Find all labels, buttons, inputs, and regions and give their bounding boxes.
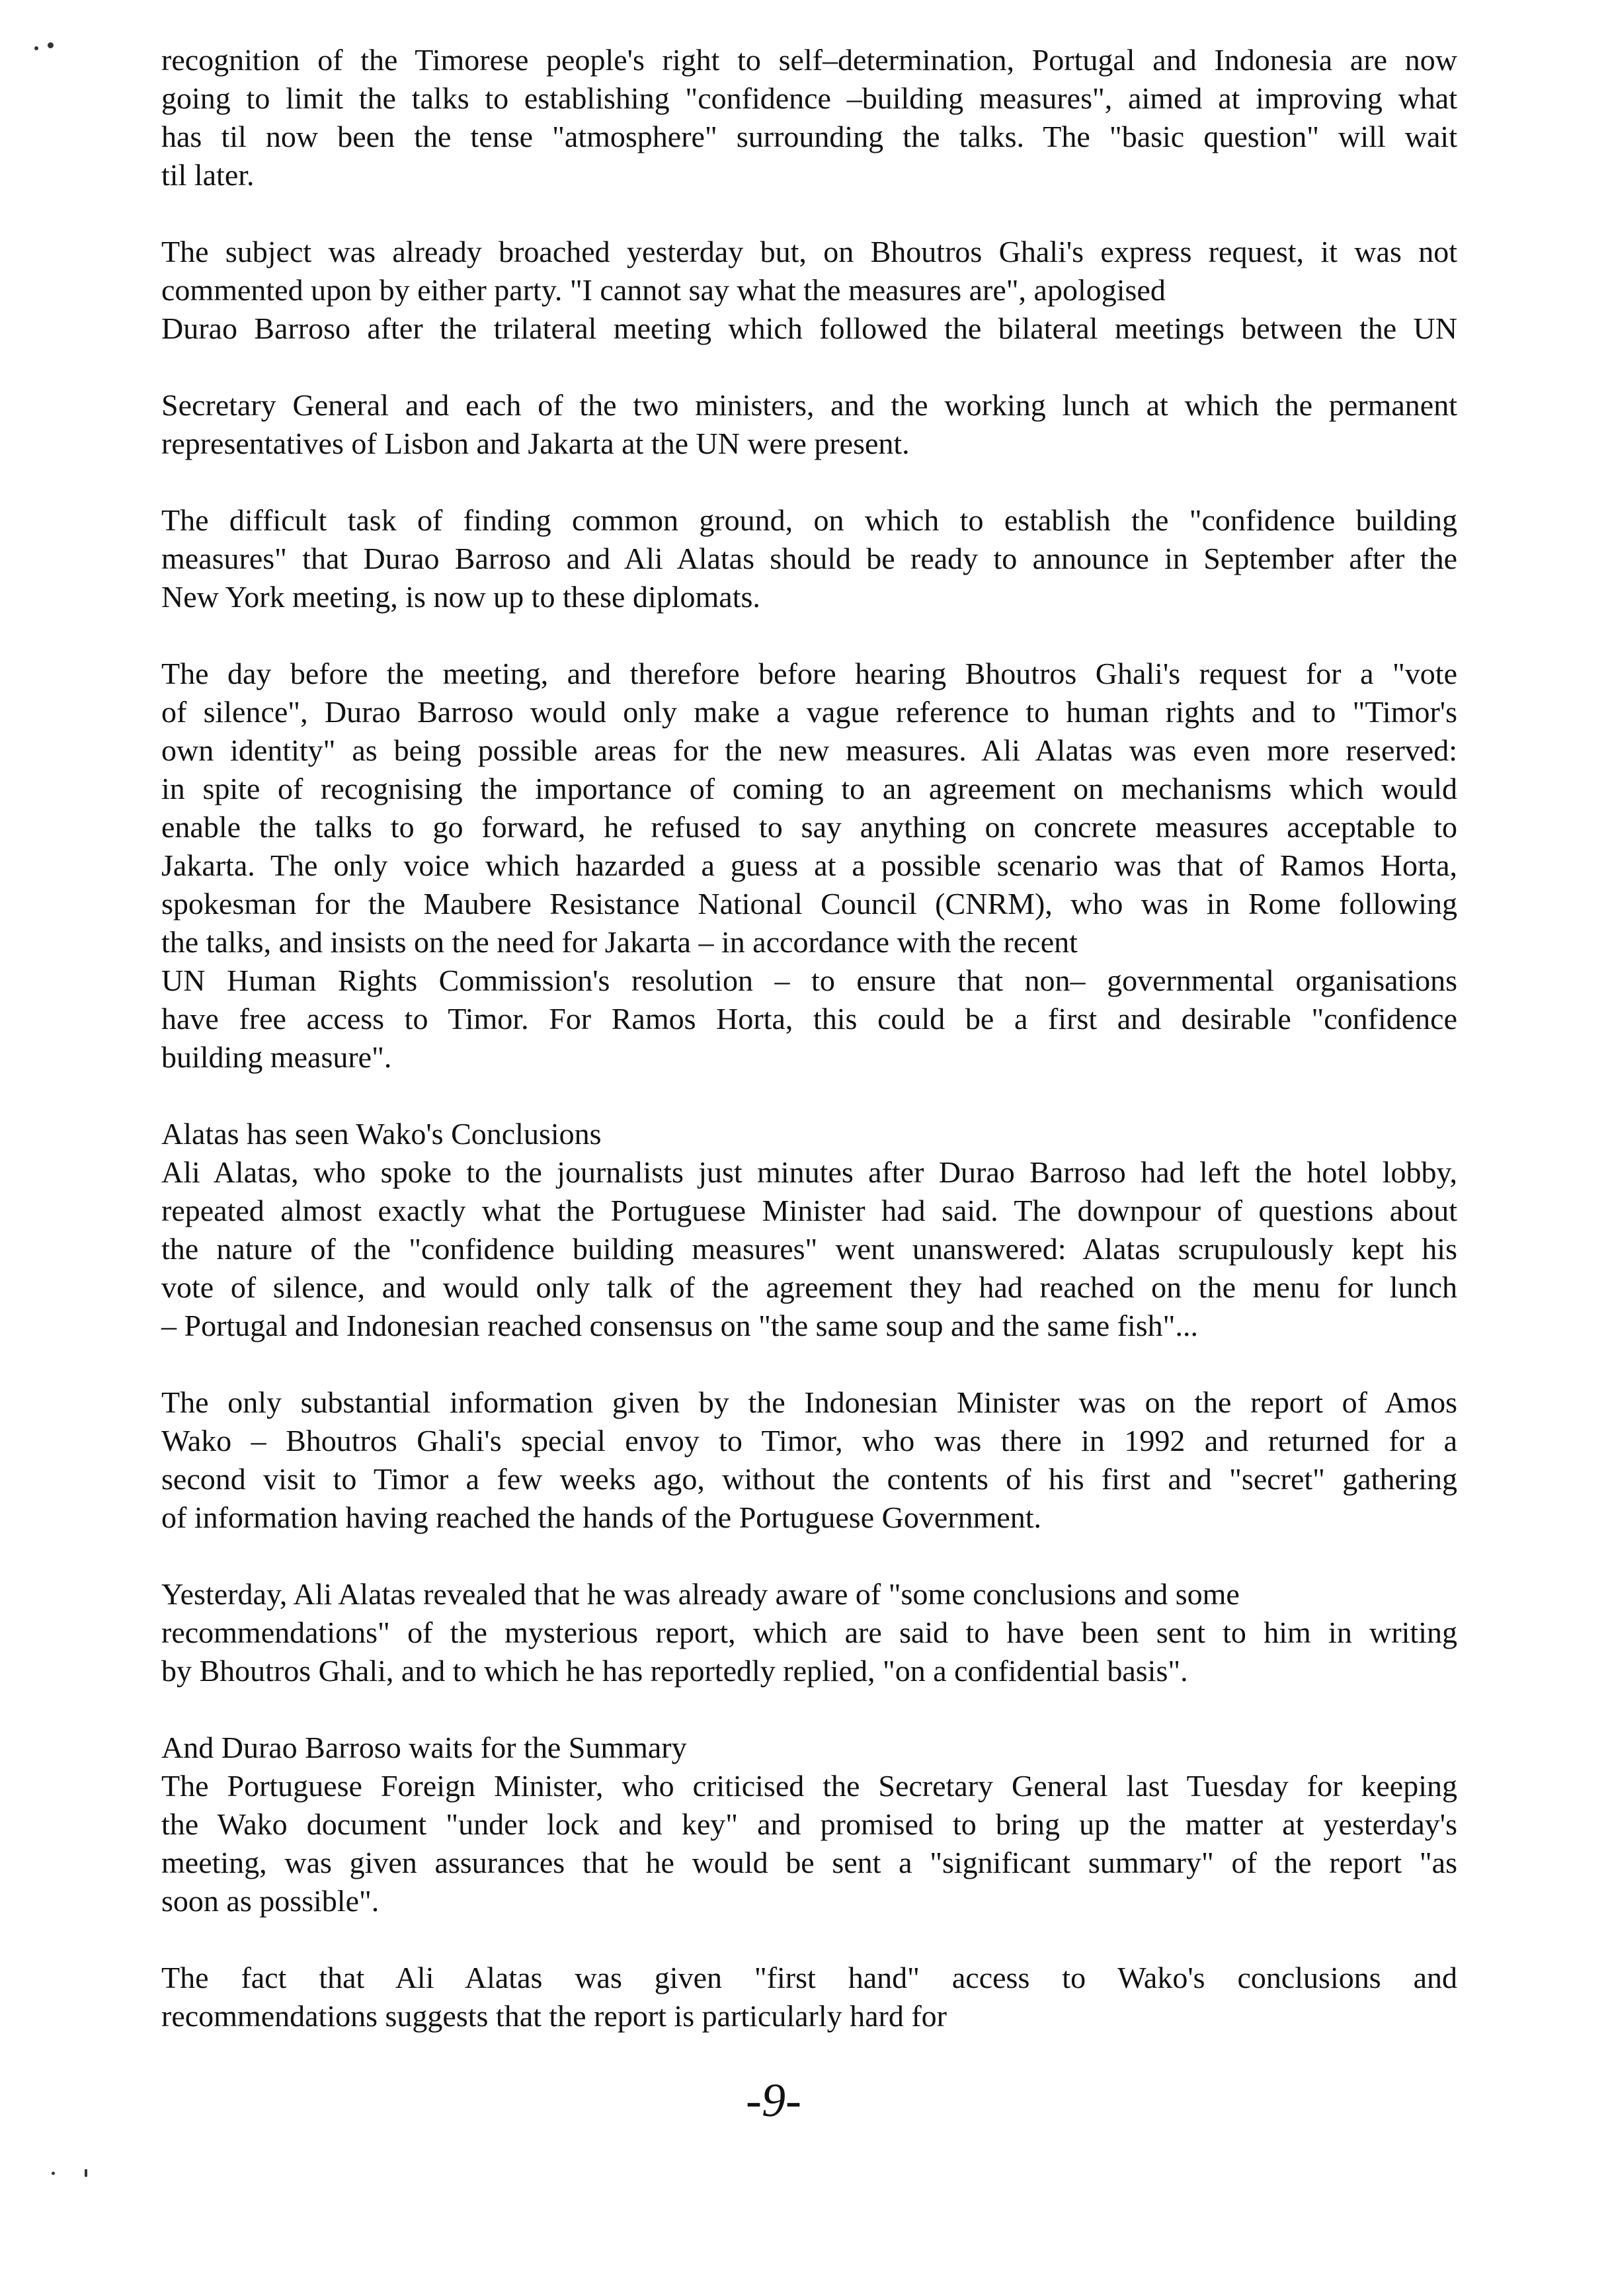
text-line: the talks, and insists on the need for Jakarta – in accordance with the recent	[161, 925, 1078, 959]
text-line: vote of silence, and would only talk of the agreement they had reached on the menu for lunch	[161, 1270, 1457, 1304]
paragraph-substantial-info	[161, 1383, 1457, 1537]
text-line: meeting, was given assurances that he would be sent a "significant summary" of the report "as	[161, 1846, 1457, 1879]
text-line: recognition of the Timorese people's right to self–determination, Portugal and Indonesia are now	[161, 43, 1457, 77]
body-text	[161, 41, 1457, 2074]
text-line: The subject was already broached yesterday but, on Bhoutros Ghali's express request, it was not	[161, 235, 1457, 268]
text-line: til later.	[161, 158, 255, 192]
text-line: The only substantial information given by the Indonesian Minister was on the report of Amos	[161, 1385, 1457, 1419]
text-line: repeated almost exactly what the Portuguese Minister had said. The downpour of questions about	[161, 1194, 1457, 1227]
paragraph-alatas-section	[161, 1115, 1457, 1345]
text-line: the Wako document "under lock and key" and promised to bring up the matter at yesterday's	[161, 1807, 1457, 1841]
text-line: Jakarta. The only voice which hazarded a guess at a possible scenario was that of Ramos Horta,	[161, 848, 1457, 882]
text-line: enable the talks to go forward, he refused to say anything on concrete measures acceptable to	[161, 810, 1457, 844]
section-heading: Alatas has seen Wako's Conclusions	[161, 1117, 602, 1151]
text-line: has til now been the tense "atmosphere" surrounding the talks. The "basic question" will wait	[161, 120, 1457, 153]
text-line: representatives of Lisbon and Jakarta at the UN were present.	[161, 427, 910, 460]
text-line: Wako – Bhoutros Ghali's special envoy to Timor, who was there in 1992 and returned for a	[161, 1424, 1457, 1457]
paragraph-common-ground	[161, 501, 1457, 616]
text-line: measures" that Durao Barroso and Ali Alatas should be ready to announce in September after the	[161, 542, 1457, 575]
text-line: building measure".	[161, 1040, 392, 1074]
text-line: recommendations" of the mysterious report, which are said to have been sent to him in writing	[161, 1616, 1457, 1649]
text-line: in spite of recognising the importance of coming to an agreement on mechanisms which would	[161, 772, 1457, 805]
paragraph-day-before	[161, 655, 1457, 1077]
text-line: The day before the meeting, and therefore before hearing Bhoutros Ghali's request for a "vote	[161, 657, 1457, 690]
scan-speck	[34, 46, 38, 50]
text-line: spokesman for the Maubere Resistance National Council (CNRM), who was in Rome following	[161, 887, 1457, 921]
scan-speck	[48, 42, 54, 48]
text-line: The fact that Ali Alatas was given "first hand" access to Wako's conclusions and	[161, 1961, 1457, 1994]
page-number: -9-	[746, 2074, 801, 2127]
text-line: of information having reached the hands of the Portuguese Government.	[161, 1500, 1042, 1534]
section-heading: And Durao Barroso waits for the Summary	[161, 1731, 687, 1764]
text-line: Durao Barroso after the trilateral meeting which followed the bilateral meetings between the UN	[161, 311, 1457, 345]
text-line: The Portuguese Foreign Minister, who criticised the Secretary General last Tuesday for keeping	[161, 1769, 1457, 1803]
text-line: UN Human Rights Commission's resolution – to ensure that non– governmental organisations	[161, 964, 1457, 997]
text-line: second visit to Timor a few weeks ago, without the contents of his first and "secret" gathering	[161, 1462, 1457, 1496]
text-line: Yesterday, Ali Alatas revealed that he was already aware of "some conclusions and some	[161, 1577, 1240, 1611]
text-line: going to limit the talks to establishing "confidence –building measures", aimed at improving what	[161, 81, 1457, 115]
text-line: Secretary General and each of the two ministers, and the working lunch at which the permanent	[161, 388, 1457, 422]
text-line: own identity" as being possible areas for the new measures. Ali Alatas was even more reserved:	[161, 733, 1457, 767]
scan-speck	[52, 2172, 55, 2175]
scan-speck	[85, 2169, 87, 2177]
paragraph-subject-broached	[161, 233, 1457, 463]
text-line: – Portugal and Indonesian reached consensus on "the same soup and the same fish"...	[161, 1309, 1198, 1342]
text-line: recommendations suggests that the report is particularly hard for	[161, 1999, 947, 2033]
text-line: by Bhoutros Ghali, and to which he has reportedly replied, "on a confidential basis".	[161, 1654, 1188, 1688]
text-line: Ali Alatas, who spoke to the journalists just minutes after Durao Barroso had left the hotel lobby,	[161, 1155, 1457, 1189]
paragraph-first-hand	[161, 1959, 1457, 2035]
text-line: of silence", Durao Barroso would only make a vague reference to human rights and to "Timor's	[161, 695, 1457, 729]
paragraph-intro	[161, 41, 1457, 194]
text-line: New York meeting, is now up to these diplomats.	[161, 580, 760, 614]
text-line: commented upon by either party. "I cannot say what the measures are", apologised	[161, 273, 1166, 307]
text-line: soon as possible".	[161, 1884, 380, 1918]
paragraph-yesterday	[161, 1575, 1457, 1690]
text-line: The difficult task of finding common ground, on which to establish the "confidence building	[161, 503, 1457, 537]
text-line: the nature of the "confidence building measures" went unanswered: Alatas scrupulously kept his	[161, 1232, 1457, 1266]
text-line: have free access to Timor. For Ramos Horta, this could be a first and desirable "confidence	[161, 1002, 1457, 1036]
paragraph-barroso-section	[161, 1729, 1457, 1920]
